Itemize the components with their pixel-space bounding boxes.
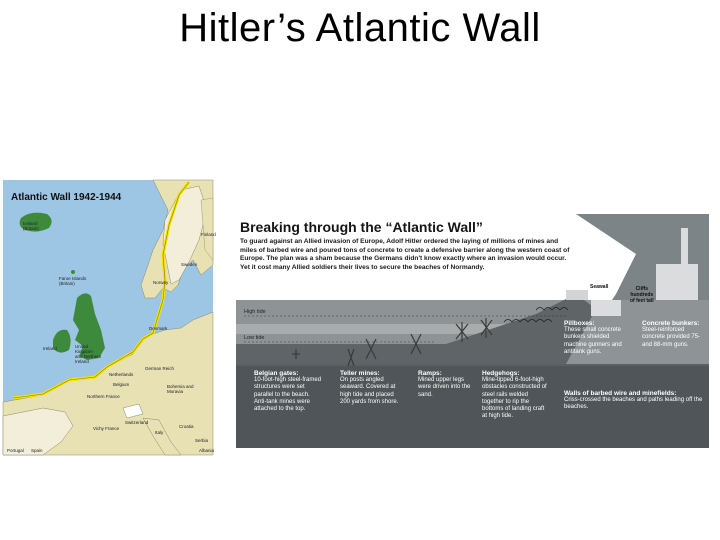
infographic-title: Breaking through the “Atlantic Wall” [240,219,483,235]
callout-teller-mines [340,370,400,406]
callout-heading: Walls of barbed wire and minefields: [564,390,677,397]
callout-text: Criss-crossed the beaches and paths leading off the beaches. [564,397,703,411]
map-label-italy: Italy [155,430,164,435]
map-label-norway: Norway [153,280,169,285]
map-label-croatia: Croatia [179,424,194,429]
callout-text: Steel-reinforced concrete provided 75- and 88-mm guns. [642,327,701,348]
seawall-label: Seawall [590,284,609,290]
callout-pillboxes [564,320,630,356]
callout-heading: Pillboxes: [564,320,595,327]
callout-hedgehogs [482,370,548,420]
high-tide-label: High tide [244,309,266,315]
map-label-netherlands: Netherlands [109,372,134,377]
map-title: Atlantic Wall 1942-1944 [11,192,122,203]
map-label-albania: Albania [199,448,215,453]
atlantic-wall-map [3,180,216,455]
callout-text: On posts angled seaward. Covered at high tide and placed 200 yards from shore. [340,377,399,405]
map-label-denmark: Denmark [149,326,168,331]
map-label-spain: Spain [31,448,43,453]
callout-heading: Belgian gates: [254,370,299,377]
map-label-uk: United Kingdom and Northern Ireland [75,344,102,364]
cliffs-label: Cliffs hundreds of feet tall [630,286,654,304]
infographic-body: To guard against an Allied invasion of Europe, Adolf Hitler ordered the laying of millions of mines and miles of barbed wire and poured tons of concrete to create a defensive barrier along the western coast of Europe. The plan was a sham because the Germans didn't know exactly where an invasion would occur. Yet it cost many Allied soldiers their lives to secure the beaches of Normandy. [240,238,570,271]
callout-text: 10-foot-high steel-framed structures were set parallel to the beach. Anti-tank mines were attached to the top. [254,377,322,413]
map-label-iceland: Iceland (Britain) [23,221,39,231]
map-label-ireland: Ireland [43,346,57,351]
callout-concrete-bunkers [642,320,706,349]
callout-text: Mined upper legs were driven into the sand. [418,377,471,398]
callout-heading: Teller mines: [340,370,380,377]
map-label-sweden: Sweden [181,262,198,267]
map-label-belgium: Belgium [113,382,130,387]
map-label-german-reich: German Reich [145,366,175,371]
map-label-switzerland: Switzerland [125,420,149,425]
map-label-vichy: Vichy France [93,426,120,431]
callout-belgian-gates [254,370,322,413]
low-tide-label: Low tide [244,335,265,341]
callout-walls-barbed-wire [564,390,704,412]
callout-heading: Concrete bunkers: [642,320,700,327]
callout-text: These small concrete bunkers shielded machine gunners and antitank guns. [564,327,622,355]
map-label-northern-france: Northern France [87,394,120,399]
atlantic-wall-infographic [236,214,709,448]
map-label-serbia: Serbia [195,438,209,443]
callout-heading: Ramps: [418,370,442,377]
slide-title: Hitler’s Atlantic Wall [179,6,541,50]
map-label-bohemia: Bohemia and Moravia [167,384,194,394]
map-label-finland: Finland [201,232,216,237]
callout-heading: Hedgehogs: [482,370,520,377]
callout-ramps [418,370,474,399]
map-label-portugal: Portugal [7,448,24,453]
callout-text: Mine-tipped 6-foot-high obstacles constructed of steel rails welded together to rip the bottoms of landing craft at high tide. [482,377,547,420]
map-label-faroe: Faroe Islands (Britain) [59,276,87,286]
